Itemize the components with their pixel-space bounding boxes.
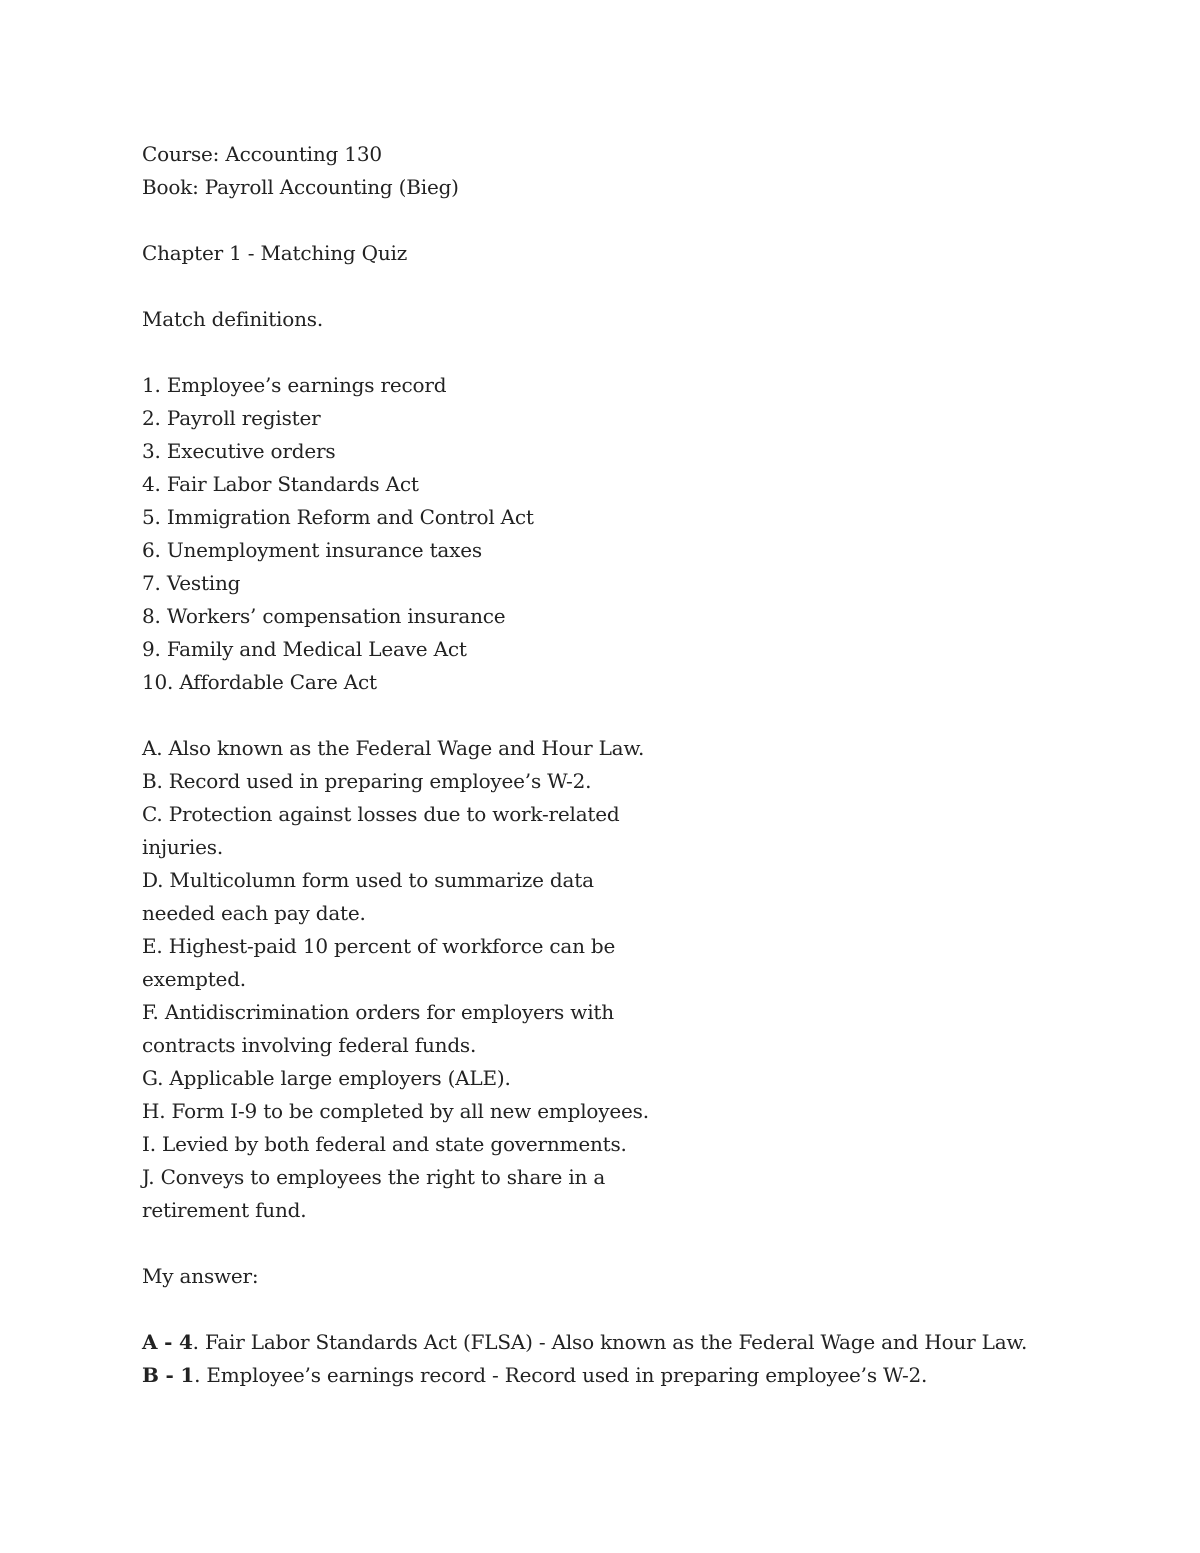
terms-list — [142, 369, 1142, 699]
term-item: 8. Workers’ compensation insurance — [142, 604, 506, 628]
definition-item: F. Antidiscrimination orders for employers with contracts involving federal funds. — [142, 1000, 614, 1057]
answers-list — [142, 1326, 1142, 1392]
definitions-list — [142, 732, 1142, 1227]
answer-text: . Fair Labor Standards Act (FLSA) - Also known as the Federal Wage and Hour Law. — [192, 1330, 1028, 1354]
spacer — [142, 270, 1142, 303]
spacer — [142, 336, 1142, 369]
definition-item: H. Form I-9 to be completed by all new employees. — [142, 1099, 649, 1123]
spacer — [142, 204, 1142, 237]
term-item: 3. Executive orders — [142, 439, 336, 463]
answer-text: . Employee’s earnings record - Record used in preparing employee’s W-2. — [194, 1363, 928, 1387]
answer-key: B - 1 — [142, 1363, 195, 1387]
definition-item: G. Applicable large employers (ALE). — [142, 1066, 511, 1090]
answers-heading: My answer: — [142, 1264, 259, 1288]
definition-item: A. Also known as the Federal Wage and Hour Law. — [142, 736, 645, 760]
definition-item: I. Levied by both federal and state governments. — [142, 1132, 627, 1156]
spacer — [142, 699, 1142, 732]
term-item: 9. Family and Medical Leave Act — [142, 637, 467, 661]
course-line: Course: Accounting 130 — [142, 142, 382, 166]
term-item: 4. Fair Labor Standards Act — [142, 472, 419, 496]
term-item: 10. Affordable Care Act — [142, 670, 377, 694]
answer-key: A - 4 — [142, 1330, 193, 1354]
term-item: 2. Payroll register — [142, 406, 321, 430]
term-item: 6. Unemployment insurance taxes — [142, 538, 482, 562]
definition-item: E. Highest-paid 10 percent of workforce can be exempted. — [142, 934, 616, 991]
answer-item — [142, 1359, 1142, 1392]
book-line: Book: Payroll Accounting (Bieg) — [142, 175, 459, 199]
quiz-title: Chapter 1 - Matching Quiz — [142, 241, 408, 265]
spacer — [142, 1293, 1142, 1326]
definition-item: C. Protection against losses due to work-related injuries. — [142, 802, 620, 859]
definition-item: B. Record used in preparing employee’s W-2. — [142, 769, 592, 793]
definition-item: J. Conveys to employees the right to share in a retirement fund. — [142, 1165, 606, 1222]
term-item: 5. Immigration Reform and Control Act — [142, 505, 534, 529]
term-item: 1. Employee’s earnings record — [142, 373, 447, 397]
term-item: 7. Vesting — [142, 571, 241, 595]
spacer — [142, 1227, 1142, 1260]
definition-item: D. Multicolumn form used to summarize data needed each pay date. — [142, 868, 594, 925]
answer-item — [142, 1326, 1142, 1359]
document-page — [142, 138, 1142, 1392]
quiz-instruction: Match definitions. — [142, 307, 323, 331]
